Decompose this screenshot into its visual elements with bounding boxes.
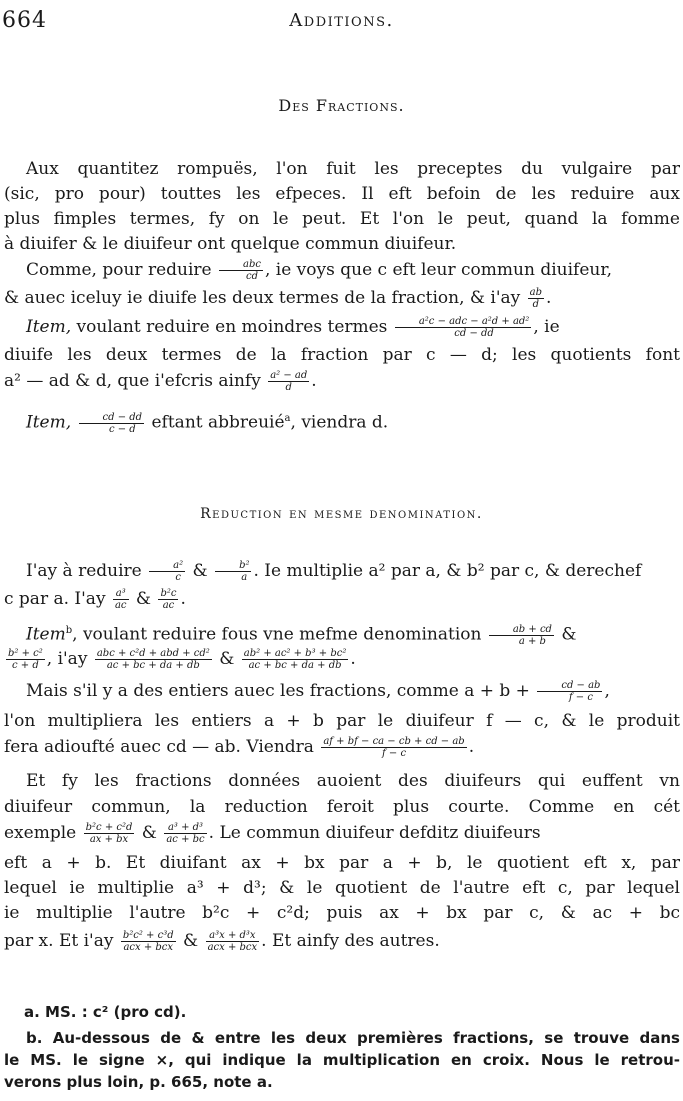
text-line: diuifeur commun, la reduction feroit plus courte. Comme en cét — [4, 797, 680, 817]
text-line — [4, 620, 680, 647]
fraction — [84, 822, 135, 845]
text-run: eftant abbreuié — [151, 412, 285, 433]
text-run: c par a. I'ay — [4, 589, 106, 609]
fraction-denominator: ac + bc — [166, 834, 205, 845]
footnote-b-line: le MS. le signe ×, qui indique la multiplication en croix. Nous le retrou- — [4, 1051, 680, 1069]
fraction-denominator: acx + bcx — [123, 942, 174, 953]
fraction-numerator: af + bf − ca − cb + cd − ab — [323, 736, 465, 747]
fraction-denominator: f − c — [382, 748, 407, 759]
item-label: Item — [26, 624, 66, 645]
text-line: c par a. I'ay $\frac{\text{a³}}{ac}$ & $\frac{\text{b²c}}{ac}$ . — [4, 588, 186, 611]
fraction — [149, 560, 185, 583]
text-run: , — [604, 681, 610, 701]
text-run: I'ay à reduire — [26, 561, 142, 581]
item-label: Item, — [26, 317, 72, 337]
fraction-numerator: ab² + ac² + b³ + bc² — [243, 648, 347, 659]
fraction — [206, 930, 260, 953]
text-line — [4, 822, 680, 845]
text-run: , voulant reduire fous vne mefme denomination — [72, 624, 482, 645]
text-line: a² — ad & d, que i'efcris ainfy $\frac{\text{a² − ad}}{d}$ . — [4, 370, 317, 393]
fraction — [268, 370, 309, 393]
text-run: & — [561, 624, 577, 645]
text-line: ie multiplie l'autre b²c + c²d; puis ax + bx par c, & ac + bc — [4, 903, 680, 923]
fraction — [95, 648, 212, 671]
text-line: $\frac{\text{b² + c²}}{c + d}$ , i'ay $\frac{\text{abc + c²d + abd + cd²}}{ac + bc + da + db}$ & $\frac{\text{ab² + ac² + b³ + bc²}}{ac + bc + da + db}$ . — [8, 648, 356, 671]
text-run: , i'ay — [46, 649, 88, 669]
fraction-denominator: cd − dd — [454, 328, 494, 339]
fraction — [121, 930, 176, 953]
text-run: par x. Et i'ay — [4, 931, 114, 951]
fraction-numerator: a² — [149, 560, 185, 572]
text-line: plus fimples termes, fy on le peut. Et l'on le peut, quand la fomme — [4, 209, 680, 229]
text-line — [4, 259, 680, 282]
fraction-denominator: a + b — [518, 635, 546, 647]
fraction-denominator: c − d — [108, 423, 136, 435]
fraction — [113, 588, 129, 611]
text-run: & — [219, 649, 235, 669]
text-line: lequel ie multiplie a³ + d³; & le quotient de l'autre eft c, par lequel — [4, 878, 680, 898]
text-run: & auec iceluy ie diuife les deux termes de la fraction, & i'ay — [4, 288, 521, 308]
text-line — [4, 560, 680, 583]
text-run: . Et ainfy des autres. — [261, 931, 440, 951]
fraction — [242, 648, 349, 671]
fraction — [215, 560, 251, 583]
fraction-numerator: cd − dd — [79, 412, 145, 424]
fraction — [219, 259, 263, 282]
text-line: eft a + b. Et diuifant ax + bx par a + b, le quotient eft x, par — [4, 853, 680, 873]
fraction-denominator: ac — [114, 600, 127, 611]
section-title-reduction: Reduction en mesme denomination. — [200, 506, 483, 522]
fraction-numerator: b²c — [160, 588, 177, 599]
text-run: , ie voys que c eft leur commun diuifeur, — [264, 260, 612, 280]
text-run: & — [183, 931, 199, 951]
fraction — [321, 736, 466, 759]
text-run: & — [135, 589, 152, 609]
fraction-numerator: b² + c² — [8, 648, 43, 659]
fraction-numerator: b²c + c²d — [85, 822, 133, 833]
running-title: Additions. — [289, 10, 394, 31]
fraction-numerator: a³ — [113, 588, 129, 600]
text-run: Comme, pour reduire — [26, 260, 212, 280]
text-line: (sic, pro pour) touttes les efpeces. Il eft befoin de les reduire aux — [4, 184, 680, 204]
text-run: , viendra d. — [290, 412, 389, 433]
footnote-a: a. MS. : c² (pro cd). — [24, 1003, 187, 1021]
text-line — [4, 930, 680, 953]
fraction-numerator: ab — [529, 287, 543, 298]
fraction-denominator: cd — [245, 271, 258, 282]
text-line: fera adioufté auec cd — ab. Viendra $\frac{af + bf - ca - cb + cd - ab}{f - c}$ . — [4, 736, 475, 759]
fraction — [489, 624, 554, 647]
fraction-numerator: ab + cd — [489, 624, 554, 636]
text-line — [4, 680, 680, 703]
text-line: Et fy les fractions données auoient des diuifeurs qui euffent vn — [26, 771, 680, 791]
fraction-denominator: d — [532, 299, 540, 310]
footnote-b-line: b. Au-dessous de & entre les deux premières fractions, se trouve dans — [26, 1029, 680, 1047]
text-run: & — [192, 561, 208, 581]
text-run: exemple — [4, 823, 77, 843]
text-line: à diuifer & le diuifeur ont quelque commun diuifeur. — [4, 234, 457, 254]
fraction-numerator: a² − ad — [270, 370, 308, 381]
fraction-denominator: ax + bx — [89, 834, 129, 845]
page-number: 664 — [2, 8, 47, 33]
fraction-denominator: ac + bc + da + db — [106, 660, 200, 671]
fraction — [158, 588, 178, 611]
text-line: Aux quantitez rompuës, l'on fuit les preceptes du vulgaire par — [26, 159, 680, 179]
fraction — [537, 680, 602, 703]
fraction-denominator: ac — [162, 600, 175, 611]
fraction-numerator: b² — [215, 560, 251, 572]
fraction — [79, 412, 145, 435]
item-label: Item, — [26, 412, 72, 433]
text-line — [4, 316, 680, 339]
fraction-denominator: f − c — [568, 692, 593, 703]
text-run: . Le commun diuifeur defditz diuifeurs — [208, 823, 541, 843]
fraction-denominator: c + d — [12, 660, 39, 671]
footnote-ref-b[interactable]: b — [65, 625, 73, 636]
text-line: diuife les deux termes de la fraction par c — d; les quotients font — [4, 345, 680, 365]
fraction-numerator: a³ + d³ — [164, 822, 206, 834]
section-title-fractions: Des Fractions. — [278, 96, 405, 115]
fraction-numerator: abc + c²d + abd + cd² — [96, 648, 210, 659]
text-run: , ie — [533, 317, 560, 337]
fraction-denominator: acx + bcx — [207, 942, 258, 953]
text-run: Mais s'il y a des entiers auec les fractions, comme a + b + — [26, 681, 530, 701]
text-run: fera adioufté auec cd — ab. Viendra — [4, 737, 314, 757]
footnote-ref-a[interactable]: a — [284, 413, 291, 424]
text-line: & auec iceluy ie diuife les deux termes de la fraction, & i'ay $\frac{ab}{d}$ . — [4, 287, 552, 310]
text-run: voulant reduire en moindres termes — [76, 317, 388, 337]
text-run: a² — ad & d, que i'efcris ainfy — [4, 371, 261, 391]
fraction-denominator: ac + bc + da + db — [248, 660, 342, 671]
fraction — [164, 822, 206, 845]
fraction-numerator: a²c − adc − a²d + ad² — [395, 316, 532, 328]
fraction — [6, 648, 45, 671]
page-header — [0, 8, 683, 38]
fraction-denominator: a — [241, 572, 248, 583]
text-run: & — [141, 823, 157, 843]
text-line: l'on multipliera les entiers a + b par le diuifeur f — c, & le produit — [4, 711, 680, 731]
footnote-b-line: verons plus loin, p. 665, note a. — [4, 1073, 273, 1091]
text-line — [4, 408, 680, 435]
fraction-denominator: c — [175, 572, 181, 583]
fraction — [528, 287, 544, 310]
fraction-denominator: d — [285, 382, 292, 393]
fraction-numerator: abc — [219, 259, 263, 271]
fraction — [395, 316, 532, 339]
fraction-numerator: b²c² + c³d — [122, 930, 174, 941]
fraction-numerator: cd − ab — [537, 680, 602, 692]
text-run: . Ie multiplie a² par a, & b² par c, & derechef — [253, 561, 642, 581]
fraction-numerator: a³x + d³x — [206, 930, 260, 942]
